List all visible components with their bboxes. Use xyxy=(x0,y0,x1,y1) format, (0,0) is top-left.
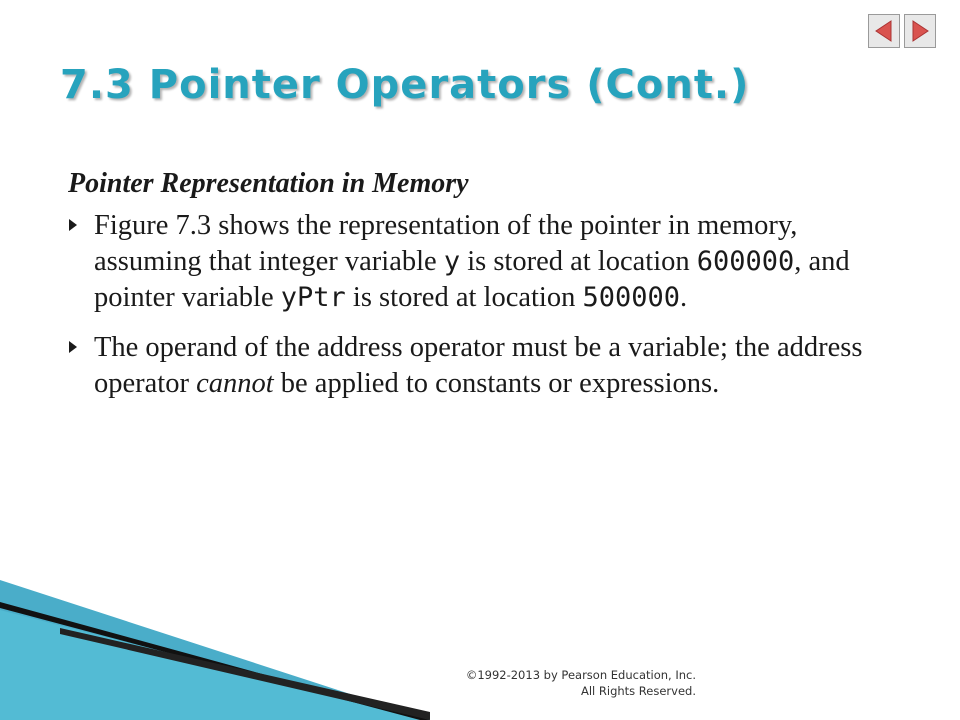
code-y: y xyxy=(443,245,461,277)
decorative-swoosh xyxy=(0,580,430,720)
right-triangle-bullet-icon xyxy=(68,330,94,359)
emphasis-cannot: cannot xyxy=(196,367,274,399)
text-run: is stored at location xyxy=(460,245,697,277)
bullet-text xyxy=(94,208,898,316)
text-run: Figure 7.3 shows the representation of the pointer in memory, assuming that integer variable xyxy=(94,210,798,277)
code-600000: 600000 xyxy=(696,245,795,277)
right-triangle-icon xyxy=(909,19,931,43)
left-triangle-icon xyxy=(873,19,895,43)
bullet-item xyxy=(68,208,898,316)
slide-title: 7.3 Pointer Operators (Cont.) xyxy=(60,62,750,108)
bullet-text xyxy=(94,330,898,402)
text-run: be applied to constants or expressions. xyxy=(273,367,720,399)
bullet-item xyxy=(68,330,898,402)
next-slide-button[interactable] xyxy=(904,14,936,48)
slide-navigation xyxy=(868,14,936,48)
previous-slide-button[interactable] xyxy=(868,14,900,48)
copyright-footer xyxy=(430,668,696,699)
text-run: . xyxy=(680,281,688,313)
text-run: , and pointer variable xyxy=(94,245,850,313)
copyright-line: ©1992-2013 by Pearson Education, Inc. xyxy=(465,668,696,682)
subheading: Pointer Representation in Memory xyxy=(68,168,469,199)
text-run: is stored at location xyxy=(345,281,583,313)
slide-body xyxy=(68,168,898,402)
code-500000: 500000 xyxy=(582,281,680,313)
code-yptr: yPtr xyxy=(280,281,346,313)
rights-line: All Rights Reserved. xyxy=(580,683,696,698)
right-triangle-bullet-icon xyxy=(68,208,94,237)
text-run: The operand of the address operator must be a variable; the address operator xyxy=(94,331,863,399)
